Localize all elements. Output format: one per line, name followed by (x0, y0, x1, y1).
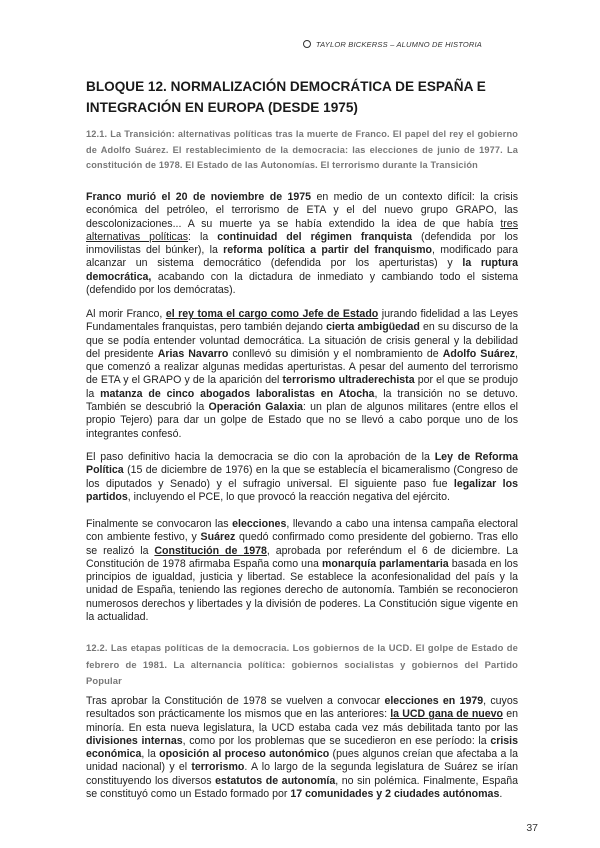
bold-phrase: la ruptura democrática, (86, 257, 519, 283)
bold-underlined-phrase: la UCD gana de nuevo (390, 708, 504, 721)
section-heading-12-2: 12.2. Las etapas políticas de la democracia. Los gobiernos de la UCD. El golpe de Estado de febrero de 1981. La alternancia política: gobiernos socialistas y gobiernos del Partido Popular (86, 642, 518, 686)
text-run: El paso definitivo hacia la democracia se dio con la aprobación de la (86, 451, 435, 463)
bold-phrase: elecciones en 1979 (384, 695, 484, 707)
paragraph-4 (86, 518, 518, 624)
text-run: : un plan de algunos militares (entre ellos el propio Tejero) para dar un golpe de Estado que no se llevó a cabo porque uno de los integrantes confesó. (86, 401, 518, 440)
bold-phrase: divisiones internas (86, 734, 183, 747)
text-run: (pues algunos creían que afectaba a la unidad nacional) y el (86, 748, 518, 774)
text-run: quedó confirmado como presidente del gobierno. Tras ello se realizó la (86, 531, 518, 557)
bold-phrase: oposición al proceso autonómico (159, 748, 330, 761)
paragraph-1 (86, 191, 518, 297)
text-run: . A lo largo de la segunda legislatura de Suárez se irían constituyendo los diversos (86, 761, 518, 787)
text-run: . (499, 788, 503, 801)
page-header (0, 40, 600, 54)
bold-phrase: reforma política a partir del franquismo (223, 244, 433, 257)
page-number: 37 (526, 822, 538, 834)
page-title: BLOQUE 12. NORMALIZACIÓN DEMOCRÁTICA DE ESPAÑA E INTEGRACIÓN EN EUROPA (DESDE 1975) (86, 79, 486, 115)
text-run: en medio de un contexto difícil: la crisis económica del petróleo, el terrorismo de ETA y el del nuevo grupo GRAPO, las descolonizaciones... A su muerte ya se había extendido la idea de que había (86, 191, 518, 230)
bold-phrase: legalizar los partidos (86, 477, 518, 503)
text-run: , como por los problemas que se sucedieron en ese período: la (182, 734, 491, 747)
text-run: Finalmente se convocaron las (86, 518, 233, 530)
text-run: , aprobada por referéndum el 6 de diciembre. La Constitución de 1978 afirmaba España como una (86, 544, 518, 570)
section-heading-12-1: 12.1. La Transición: alternativas políticas tras la muerte de Franco. El papel del rey el gobierno de Adolfo Suárez. El restablecimiento de la democracia: las elecciones de junio de 1977. La constitución de 1978. El Estado de las Autonomías. El terrorismo durante la Transición (86, 129, 518, 170)
circle-icon (303, 40, 311, 48)
bold-phrase: cierta ambigüedad (326, 321, 420, 334)
paragraph-5 (86, 695, 518, 801)
text-run: , que comenzó a realizar algunas medidas aperturistas. A pesar del aumento del terrorismo de ETA y el GRAPO y de la aparición del (86, 347, 518, 387)
text-run: en su discurso de la que se podía entender voluntad democrática. La situación de crisis general y la debilidad del presidente (86, 321, 518, 360)
bold-phrase: estatutos de autonomía (215, 774, 336, 787)
bold-phrase: terrorismo ultraderechista (282, 374, 415, 387)
text-run: , la (141, 748, 160, 761)
text-run: , no sin polémica. Finalmente, España se constituyó como un Estado formado por (86, 774, 518, 801)
bold-phrase: Ley de Reforma Política (86, 451, 518, 477)
text-run: Tras aprobar la Constitución de 1978 se vuelven a convocar (86, 695, 385, 707)
bold-underlined-phrase: el rey toma el cargo como Jefe de Estado (165, 308, 379, 320)
text-run: en minoría. En esta nueva legislatura, la UCD estaba cada vez más debilitada tanto por las (86, 708, 518, 734)
text-run: : la (188, 230, 218, 243)
text-run: (15 de diciembre de 1976) en la que se establecía el bicameralismo (Congreso de los diputados y Senado) y el sufragio universal. El siguiente paso fue (86, 464, 518, 490)
paragraph-2 (86, 308, 518, 441)
bold-phrase: Suárez (200, 531, 236, 544)
text-run: acabando con la dictadura de inmediato y cambiando todo el sistema (defendido por los demócratas). (86, 270, 518, 297)
header-text: TAYLOR BICKERSS – ALUMNO DE HISTORIA (315, 40, 482, 49)
bold-phrase: matanza de cinco abogados laboralistas en Atocha (100, 387, 375, 400)
text-run: (defendida por los inmovilistas del búnker), la (86, 230, 518, 257)
bold-phrase: Franco murió el 20 de noviembre de 1975 (86, 191, 312, 203)
bold-phrase: continuidad del régimen franquista (217, 230, 413, 243)
text-run: jurando fidelidad a las Leyes Fundamentales franquistas, pero también dejando (86, 308, 519, 334)
paragraph-3 (86, 451, 518, 504)
bold-phrase: 17 comunidades y 2 ciudades autónomas (290, 788, 500, 801)
underlined-phrase: tres alternativas políticas (86, 217, 518, 243)
bold-phrase: Adolfo Suárez (442, 347, 516, 360)
text-run: conllevó su dimisión y el nombramiento de (228, 347, 443, 360)
bold-phrase: Operación Galaxia (208, 401, 303, 414)
bold-phrase: monarquía parlamentaria (321, 557, 449, 570)
text-run: Al morir Franco, (86, 308, 166, 320)
bold-phrase: crisis económica (86, 734, 518, 761)
header-text-wrap (303, 40, 482, 49)
text-run: , incluyendo el PCE, lo que provocó la reacción negativa del ejército. (127, 490, 450, 503)
text-run: , llevando a cabo una intensa campaña electoral con ambiente festivo, y (86, 518, 518, 544)
text-run: , modificado para alcanzar un sistema democrático (defendida por los aperturistas) y (86, 244, 518, 270)
bold-phrase: elecciones (232, 518, 287, 530)
text-run: , la transición no se detuvo. También se descubrió la (86, 387, 518, 414)
bold-underlined-phrase: Constitución de 1978 (154, 544, 267, 557)
bold-phrase: terrorismo (191, 761, 245, 774)
text-run: , cuyos resultados son prácticamente los mismos que en las anteriores: (86, 695, 519, 721)
bold-phrase: Arias Navarro (157, 347, 229, 360)
text-run: basada en los principios de igualdad, justicia y libertad. Se establece la aconfesionalidad del país y la unidad de España, teniendo las regiones derecho de autonomía. También se reconocieron numerosos derechos y libertades y la división de poderes. La Constitución sigue vigente en la actualidad. (86, 557, 518, 624)
text-run: por el que se produjo la (86, 374, 518, 400)
